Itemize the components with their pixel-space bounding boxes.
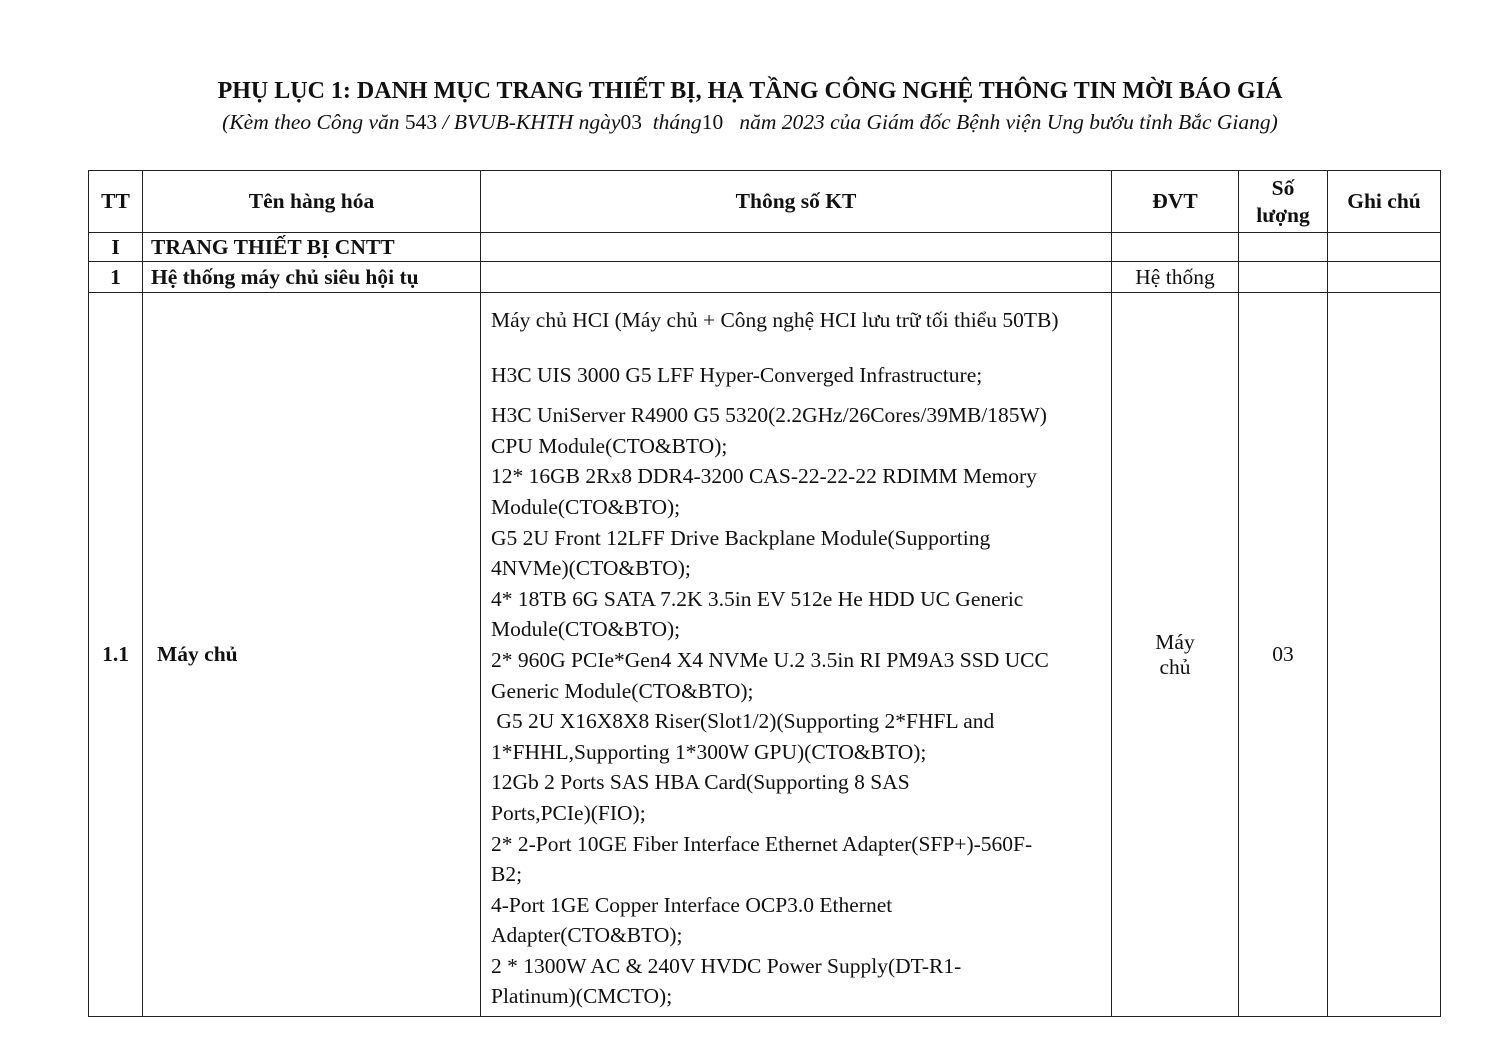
item-unit-line2: chủ bbox=[1159, 654, 1191, 679]
header-qty-line1: Số bbox=[1271, 175, 1295, 200]
section-note-cell bbox=[1328, 233, 1441, 262]
spec-line: CPU Module(CTO&BTO); bbox=[491, 433, 728, 458]
item-tt: 1.1 bbox=[89, 293, 143, 1017]
system-tt: 1 bbox=[89, 262, 143, 293]
spec-lines bbox=[491, 305, 1101, 1012]
spec-line: 4* 18TB 6G SATA 7.2K 3.5in EV 512e He HDD UC Generic bbox=[491, 586, 1024, 611]
document-day: 03 bbox=[620, 110, 642, 134]
spec-line: Module(CTO&BTO); bbox=[491, 494, 681, 519]
spec-line: B2; bbox=[491, 862, 523, 887]
spec-line: 4-Port 1GE Copper Interface OCP3.0 Ethernet bbox=[491, 892, 893, 917]
document-title: PHỤ LỤC 1: DANH MỤC TRANG THIẾT BỊ, HẠ TẦNG CÔNG NGHỆ THÔNG TIN MỜI BÁO GIÁ bbox=[217, 78, 1283, 104]
spec-line: 1*FHHL,Supporting 1*300W GPU)(CTO&BTO); bbox=[491, 739, 927, 764]
spec-line: 2 * 1300W AC & 240V HVDC Power Supply(DT-R1- bbox=[491, 953, 962, 978]
spec-line: H3C UIS 3000 G5 LFF Hyper-Converged Infrastructure; bbox=[491, 362, 983, 387]
section-tt: I bbox=[89, 233, 143, 262]
header-unit: ĐVT bbox=[1112, 171, 1239, 233]
spec-line: Platinum)(CMCTO); bbox=[491, 984, 673, 1009]
section-name: TRANG THIẾT BỊ CNTT bbox=[143, 233, 481, 262]
header-spec: Thông số KT bbox=[481, 171, 1112, 233]
subtitle-text-4: năm 2023 của Giám đốc Bệnh viện Ung bướu tỉnh Bắc Giang) bbox=[723, 110, 1278, 134]
item-unit-line1: Máy bbox=[1155, 629, 1195, 654]
spec-line: 2* 960G PCIe*Gen4 X4 NVMe U.2 3.5in RI PM9A3 SSD UCC bbox=[491, 647, 1049, 672]
header-name: Tên hàng hóa bbox=[143, 171, 481, 233]
spec-line: Máy chủ HCI (Máy chủ + Công nghệ HCI lưu trữ tối thiểu 50TB) bbox=[491, 308, 1059, 332]
table-row-section bbox=[89, 233, 1441, 262]
item-note-cell bbox=[1328, 293, 1441, 1017]
section-unit-cell bbox=[1112, 233, 1239, 262]
item-unit bbox=[1112, 293, 1239, 1017]
system-note-cell bbox=[1328, 262, 1441, 293]
table-row-item bbox=[89, 293, 1441, 1017]
spec-line: 2* 2-Port 10GE Fiber Interface Ethernet Adapter(SFP+)-560F- bbox=[491, 831, 1033, 856]
header-tt: TT bbox=[89, 171, 143, 233]
item-spec-cell bbox=[481, 293, 1112, 1017]
spec-line: Ports,PCIe)(FIO); bbox=[491, 800, 646, 825]
spec-line: G5 2U Front 12LFF Drive Backplane Module(Supporting bbox=[491, 525, 991, 550]
header-qty-line2: lượng bbox=[1256, 202, 1310, 227]
subtitle-text-2: / BVUB-KHTH ngày bbox=[437, 110, 621, 134]
document-number: 543 bbox=[404, 110, 438, 134]
spec-line: 12* 16GB 2Rx8 DDR4-3200 CAS-22-22-22 RDIMM Memory bbox=[491, 464, 1037, 489]
system-qty-cell bbox=[1239, 262, 1328, 293]
spec-line: G5 2U X16X8X8 Riser(Slot1/2)(Supporting 2*FHFL and bbox=[491, 709, 995, 734]
header-qty bbox=[1239, 171, 1328, 233]
spec-line: 4NVMe)(CTO&BTO); bbox=[491, 556, 691, 581]
spec-line: 12Gb 2 Ports SAS HBA Card(Supporting 8 SAS bbox=[491, 770, 910, 795]
subtitle-text-1: (Kèm theo Công văn bbox=[222, 110, 405, 134]
spec-line: Adapter(CTO&BTO); bbox=[491, 923, 683, 948]
section-qty-cell bbox=[1239, 233, 1328, 262]
system-spec-cell bbox=[481, 262, 1112, 293]
spec-line: H3C UniServer R4900 G5 5320(2.2GHz/26Cores/39MB/185W) bbox=[491, 403, 1047, 428]
item-qty: 03 bbox=[1239, 293, 1328, 1017]
spec-line: Generic Module(CTO&BTO); bbox=[491, 678, 754, 703]
section-spec-cell bbox=[481, 233, 1112, 262]
spec-line: Module(CTO&BTO); bbox=[491, 617, 681, 642]
document-month: 10 bbox=[701, 110, 724, 134]
item-name: Máy chủ bbox=[143, 293, 481, 1017]
table-row-system bbox=[89, 262, 1441, 293]
system-name: Hệ thống máy chủ siêu hội tụ bbox=[143, 262, 481, 293]
subtitle-text-3: tháng bbox=[641, 110, 702, 134]
header-note: Ghi chú bbox=[1328, 171, 1441, 233]
system-unit: Hệ thống bbox=[1112, 262, 1239, 293]
equipment-table bbox=[88, 170, 1441, 1017]
document-subtitle bbox=[0, 108, 1500, 136]
table-header-row bbox=[89, 171, 1441, 233]
